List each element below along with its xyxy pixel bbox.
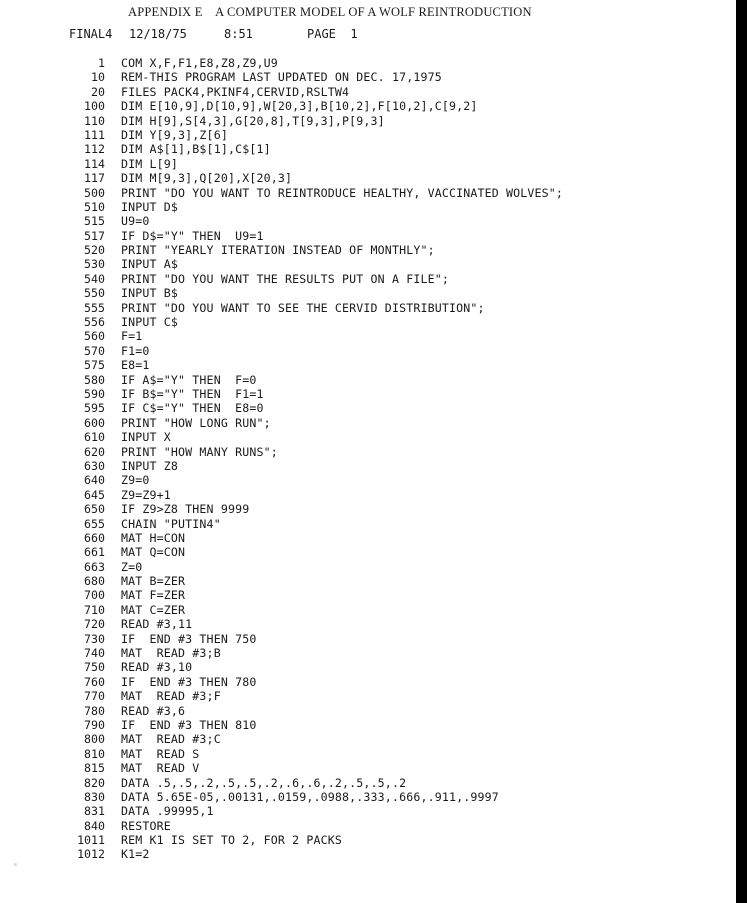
line-number: 10 [91, 70, 105, 85]
code-line [0, 301, 736, 315]
line-number: 660 [84, 530, 105, 545]
code-line [0, 186, 736, 200]
line-code: PRINT "DO YOU WANT TO REINTRODUCE HEALTHY, VACCINATED WOLVES"; [121, 185, 564, 200]
line-code: IF END #3 THEN 750 [121, 631, 257, 646]
line-code: DATA .5,.5,.2,.5,.5,.2,.6,.6,.2,.5,.5,.2 [121, 775, 407, 790]
line-number: 590 [84, 386, 105, 401]
line-number: 1012 [77, 847, 105, 862]
line-number: 780 [84, 703, 105, 718]
line-number: 575 [84, 358, 105, 373]
line-code: DIM M[9,3],Q[20],X[20,3] [121, 171, 293, 186]
line-number: 655 [84, 516, 105, 531]
line-number: 810 [84, 746, 105, 761]
code-line [0, 286, 736, 300]
code-line [0, 329, 736, 343]
code-line [0, 632, 736, 646]
code-line [0, 502, 736, 516]
code-line [0, 229, 736, 243]
code-line [0, 387, 736, 401]
program-name: FINAL4 [69, 27, 113, 41]
code-line [0, 488, 736, 502]
line-number: 740 [84, 646, 105, 661]
code-line [0, 847, 736, 861]
line-number: 560 [84, 329, 105, 344]
line-code: PRINT "HOW LONG RUN"; [121, 415, 271, 430]
line-code: REM-THIS PROGRAM LAST UPDATED ON DEC. 17,1975 [121, 70, 442, 85]
code-line [0, 747, 736, 761]
line-code: K1=2 [121, 847, 150, 862]
line-number: 800 [84, 732, 105, 747]
line-code: PRINT "DO YOU WANT THE RESULTS PUT ON A FILE"; [121, 271, 449, 286]
line-number: 830 [84, 789, 105, 804]
line-code: IF B$="Y" THEN F1=1 [121, 386, 264, 401]
line-code: IF END #3 THEN 810 [121, 717, 257, 732]
code-line [0, 142, 736, 156]
code-line [0, 114, 736, 128]
line-number: 650 [84, 502, 105, 517]
line-number: 661 [84, 545, 105, 560]
line-code: RESTORE [121, 818, 171, 833]
code-line [0, 704, 736, 718]
code-line [0, 560, 736, 574]
line-code: DIM A$[1],B$[1],C$[1] [121, 142, 271, 157]
code-line [0, 56, 736, 70]
line-code: DIM Y[9,3],Z[6] [121, 127, 228, 142]
line-code: MAT READ #3;F [121, 689, 221, 704]
scan-edge [736, 0, 747, 903]
line-code: INPUT D$ [121, 199, 179, 214]
code-line [0, 790, 736, 804]
line-number: 730 [84, 631, 105, 646]
code-line [0, 819, 736, 833]
line-code: MAT B=ZER [121, 574, 186, 589]
line-code: PRINT "DO YOU WANT TO SEE THE CERVID DISTRIBUTION"; [121, 300, 485, 315]
line-code: IF A$="Y" THEN F=0 [121, 372, 257, 387]
line-code: DIM H[9],S[4,3],G[20,8],T[9,3],P[9,3] [121, 113, 385, 128]
line-code: F=1 [121, 329, 143, 344]
line-code: PRINT "YEARLY ITERATION INSTEAD OF MONTHLY"; [121, 243, 435, 258]
line-code: U9=0 [121, 214, 150, 229]
line-code: MAT C=ZER [121, 602, 186, 617]
code-line [0, 517, 736, 531]
line-number: 515 [84, 214, 105, 229]
line-code: COM X,F,F1,E8,Z8,Z9,U9 [121, 56, 278, 70]
line-number: 520 [84, 243, 105, 258]
line-number: 710 [84, 602, 105, 617]
code-line [0, 531, 736, 545]
paper-speck [14, 863, 17, 866]
line-number: 620 [84, 444, 105, 459]
line-code: Z9=0 [121, 473, 150, 488]
code-line [0, 243, 736, 257]
code-line [0, 473, 736, 487]
code-line [0, 776, 736, 790]
line-number: 570 [84, 343, 105, 358]
code-line [0, 430, 736, 444]
code-line [0, 617, 736, 631]
code-line [0, 459, 736, 473]
line-number: 114 [84, 156, 105, 171]
line-code: READ #3,11 [121, 617, 193, 632]
code-line [0, 588, 736, 602]
line-number: 100 [84, 99, 105, 114]
line-number: 610 [84, 430, 105, 445]
line-number: 840 [84, 818, 105, 833]
line-code: MAT Q=CON [121, 545, 186, 560]
page-number: PAGE 1 [307, 27, 358, 41]
code-line [0, 445, 736, 459]
line-code: MAT READ S [121, 746, 200, 761]
line-code: MAT READ #3;B [121, 646, 221, 661]
line-number: 1 [98, 56, 105, 70]
line-number: 517 [84, 228, 105, 243]
code-line [0, 401, 736, 415]
line-code: DIM L[9] [121, 156, 179, 171]
line-code: DATA .99995,1 [121, 804, 214, 819]
listing-date: 12/18/75 [129, 27, 187, 41]
code-line [0, 660, 736, 674]
code-line [0, 200, 736, 214]
line-code: MAT READ #3;C [121, 732, 221, 747]
line-number: 600 [84, 415, 105, 430]
code-line [0, 214, 736, 228]
line-number: 663 [84, 559, 105, 574]
line-number: 556 [84, 315, 105, 330]
code-line [0, 157, 736, 171]
code-line [0, 574, 736, 588]
line-code: IF Z9>Z8 THEN 9999 [121, 502, 250, 517]
code-line [0, 171, 736, 185]
code-line [0, 315, 736, 329]
line-code: REM K1 IS SET TO 2, FOR 2 PACKS [121, 833, 343, 848]
line-code: MAT H=CON [121, 530, 186, 545]
line-code: IF D$="Y" THEN U9=1 [121, 228, 264, 243]
code-line [0, 85, 736, 99]
line-code: F1=0 [121, 343, 150, 358]
code-line [0, 358, 736, 372]
code-line [0, 344, 736, 358]
code-line [0, 603, 736, 617]
line-number: 820 [84, 775, 105, 790]
code-listing [0, 56, 736, 862]
line-number: 645 [84, 487, 105, 502]
line-number: 595 [84, 401, 105, 416]
code-line [0, 689, 736, 703]
line-number: 540 [84, 271, 105, 286]
code-line [0, 257, 736, 271]
line-code: INPUT X [121, 430, 171, 445]
line-number: 640 [84, 473, 105, 488]
code-line [0, 761, 736, 775]
line-number: 750 [84, 660, 105, 675]
line-number: 117 [84, 171, 105, 186]
code-line [0, 373, 736, 387]
line-number: 1011 [77, 833, 105, 848]
line-number: 555 [84, 300, 105, 315]
line-number: 700 [84, 588, 105, 603]
code-line [0, 675, 736, 689]
line-number: 530 [84, 257, 105, 272]
code-line [0, 272, 736, 286]
line-number: 20 [91, 84, 105, 99]
line-code: FILES PACK4,PKINF4,CERVID,RSLTW4 [121, 84, 350, 99]
line-number: 831 [84, 804, 105, 819]
code-line [0, 804, 736, 818]
line-number: 580 [84, 372, 105, 387]
line-code: INPUT B$ [121, 286, 179, 301]
line-code: IF END #3 THEN 780 [121, 674, 257, 689]
line-number: 111 [84, 127, 105, 142]
line-code: Z=0 [121, 559, 143, 574]
appendix-title: APPENDIX E A COMPUTER MODEL OF A WOLF REINTRODUCTION [128, 5, 532, 19]
line-number: 550 [84, 286, 105, 301]
line-code: CHAIN "PUTIN4" [121, 516, 221, 531]
line-code: INPUT A$ [121, 257, 179, 272]
line-number: 630 [84, 458, 105, 473]
line-code: E8=1 [121, 358, 150, 373]
line-code: PRINT "HOW MANY RUNS"; [121, 444, 278, 459]
line-number: 790 [84, 717, 105, 732]
code-line [0, 718, 736, 732]
line-number: 510 [84, 199, 105, 214]
line-code: INPUT C$ [121, 315, 179, 330]
line-code: DIM E[10,9],D[10,9],W[20,3],B[10,2],F[10,2],C[9,2] [121, 99, 478, 114]
code-line [0, 416, 736, 430]
code-line [0, 99, 736, 113]
listing-time: 8:51 [224, 27, 253, 41]
code-line [0, 646, 736, 660]
line-code: READ #3,6 [121, 703, 186, 718]
line-number: 760 [84, 674, 105, 689]
code-line [0, 545, 736, 559]
line-number: 815 [84, 761, 105, 776]
code-line [0, 833, 736, 847]
line-code: Z9=Z9+1 [121, 487, 171, 502]
line-code: READ #3,10 [121, 660, 193, 675]
line-code: MAT READ V [121, 761, 200, 776]
line-number: 500 [84, 185, 105, 200]
line-code: INPUT Z8 [121, 458, 179, 473]
line-code: IF C$="Y" THEN E8=0 [121, 401, 264, 416]
line-number: 680 [84, 574, 105, 589]
line-number: 112 [84, 142, 105, 157]
code-line [0, 732, 736, 746]
line-number: 110 [84, 113, 105, 128]
code-line [0, 128, 736, 142]
line-code: DATA 5.65E-05,.00131,.0159,.0988,.333,.666,.911,.9997 [121, 789, 499, 804]
line-number: 720 [84, 617, 105, 632]
line-code: MAT F=ZER [121, 588, 186, 603]
code-line [0, 70, 736, 84]
line-number: 770 [84, 689, 105, 704]
